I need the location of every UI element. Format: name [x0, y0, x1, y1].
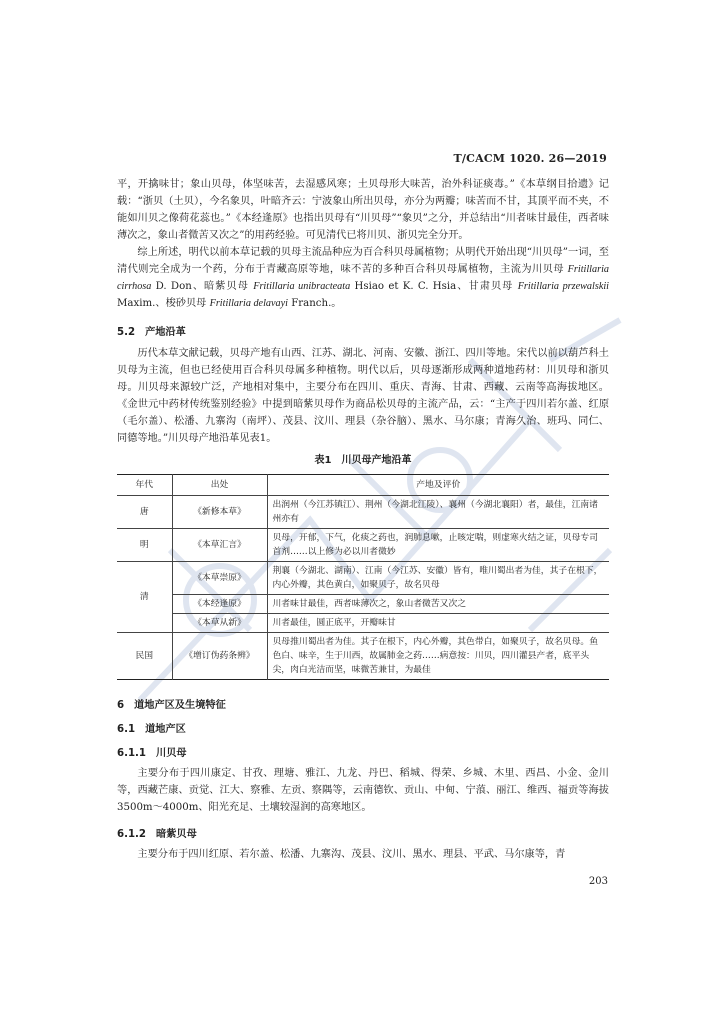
section-6-1-1-heading: 6.1.1 川贝母	[117, 748, 187, 759]
table-cell-era: 唐	[117, 496, 172, 529]
species-latin-4: Fritillaria delavayi	[209, 298, 288, 309]
table-cell-source: 《本草汇言》	[172, 529, 267, 562]
table-header-row	[117, 475, 609, 496]
table-cell-source: 《本经逢原》	[172, 595, 267, 614]
table-row	[117, 562, 609, 595]
table-cell-desc: 荆襄（今湖北、湖南）、江南（今江苏、安徽）皆有，唯川蜀出者为佳，其子在根下，内心外瓣，其色黄白，如聚贝子，故名贝母	[267, 562, 609, 595]
table-cell-desc: 川者味甘最佳，西者味薄次之，象山者微苦又次之	[267, 595, 609, 614]
section-6-1-2-heading: 6.1.2 暗紫贝母	[117, 829, 197, 840]
table-cell-source: 《本草崇原》	[172, 562, 267, 595]
species-latin-3: Fritillaria przewalskii	[517, 281, 610, 292]
section-6-1-heading: 6.1 道地产区	[117, 724, 186, 735]
table-row	[117, 633, 609, 680]
table-row	[117, 496, 609, 529]
species-authority-1: D. Don、暗紫贝母	[151, 281, 254, 292]
table-cell-source: 《本草从新》	[172, 614, 267, 633]
table-cell-desc: 川者最佳，圆正底平，开瓣味甘	[267, 614, 609, 633]
table-cell-era: 民国	[117, 633, 172, 680]
table-cell-desc: 出润州（今江苏镇江）、荆州（今湖北江陵）、襄州（今湖北襄阳）者，最佳，江南诸州亦有	[267, 496, 609, 529]
table-row	[117, 614, 609, 633]
species-authority-4: Franch.。	[287, 298, 342, 309]
table-cell-source: 《新修本草》	[172, 496, 267, 529]
standard-code: T/CACM 1020. 26—2019	[453, 152, 607, 165]
species-latin-1: Fritillaria cirrhosa	[117, 264, 609, 292]
summary-paragraph	[117, 244, 609, 312]
table-cell-source: 《增订伪药条辨》	[172, 633, 267, 680]
summary-text: 综上所述，明代以前本草记载的贝母主流品种应为百合科贝母属植物；从明代开始出现“川贝母”一词，至清代则完全成为一个药，分布于青藏高原等地，味不苦的多种百合科贝母属植物，主流为川贝母	[117, 247, 609, 275]
table-cell-era: 明	[117, 529, 172, 562]
main-content	[117, 176, 609, 863]
page-number: 203	[588, 876, 608, 887]
table-header-source: 出处	[172, 475, 267, 496]
section-5-2-paragraph: 历代本草文献记载，贝母产地有山西、江苏、湖北、河南、安徽、浙江、四川等地。宋代以前以葫芦科土贝母为主流，但也已经使用百合科贝母属多种植物。明代以后，贝母逐渐形成两种道地药材：川贝母和浙贝母。川贝母来源较广泛，产地相对集中，主要分布在四川、重庆、青海、甘肃、西藏、云南等高海拔地区。《金世元中药材传统鉴别经验》中提到暗紫贝母作为商品松贝母的主流产品，云：“主产于四川若尔盖、红原（毛尔盖）、松潘、九寨沟（南坪）、茂县、汶川、理县（杂谷脑）、黑水、马尔康；青海久治、班玛、同仁、同德等地。”川贝母产地沿革见表1。	[117, 348, 609, 444]
table-header-era: 年代	[117, 475, 172, 496]
species-authority-2: Hsiao et K. C. Hsia、甘肃贝母	[350, 281, 518, 292]
section-6-heading: 6 道地产区及生境特征	[117, 700, 226, 711]
species-latin-2: Fritillaria unibracteata	[253, 281, 351, 292]
table-row	[117, 595, 609, 614]
table-header-desc: 产地及评价	[267, 475, 609, 496]
origin-history-table	[117, 474, 609, 680]
section-6-1-2-paragraph: 主要分布于四川红原、若尔盖、松潘、九寨沟、茂县、汶川、黑水、理县、平武、马尔康等，青	[137, 849, 566, 860]
table-row	[117, 529, 609, 562]
intro-paragraph: 平，开擒味甘；象山贝母，体坚味苦，去湿感风寒；土贝母形大味苦，治外科证痰毒。”《本草纲目拾遗》记载：“浙贝（土贝），今名象贝，叶暗齐云：宁波象山所出贝母，亦分为两瓣；味苦而不甘，其顶平而不夹，不能如川贝之像荷花蕊也。”《本经逢原》也指出贝母有“川贝母”“象贝”之分，并总结出“川者味甘最佳，西者味薄次之，象山者微苦又次之”的用药经验。可见清代已将川贝、浙贝完全分开。	[117, 179, 609, 241]
table-cell-era: 清	[117, 562, 172, 633]
section-6-1-1-paragraph: 主要分布于四川康定、甘孜、理塘、雅江、九龙、丹巴、稻城、得荣、乡城、木里、西昌、小金、金川等，西藏芒康、贡觉、江大、察雅、左贡、察隅等，云南德钦、贡山、中甸、宁蒗、丽江、维西、福贡等海拔3500m～4000m、阳光充足、土壤较湿润的高寒地区。	[117, 768, 609, 813]
section-5-2-heading: 5.2 产地沿革	[117, 327, 186, 338]
table-cell-desc: 贝母推川蜀出者为佳。其子在根下，内心外瓣，其色带白，如聚贝子，故名贝母。鱼色白、味辛，生于川西，故属肺金之药……病意按：川贝，四川灌县产者，底平头尖，肉白光洁而坚，味微苦兼甘，为最佳	[267, 633, 609, 680]
table-caption: 表1 川贝母产地沿革	[314, 455, 412, 466]
species-authority-3: Maxim.、梭砂贝母	[117, 298, 210, 309]
table-cell-desc: 贝母，开郁，下气，化痰之药也，润肺息嗽，止咳定喘，则虚寒火结之证，贝母专司首剂……以上修为必以川者微妙	[267, 529, 609, 562]
